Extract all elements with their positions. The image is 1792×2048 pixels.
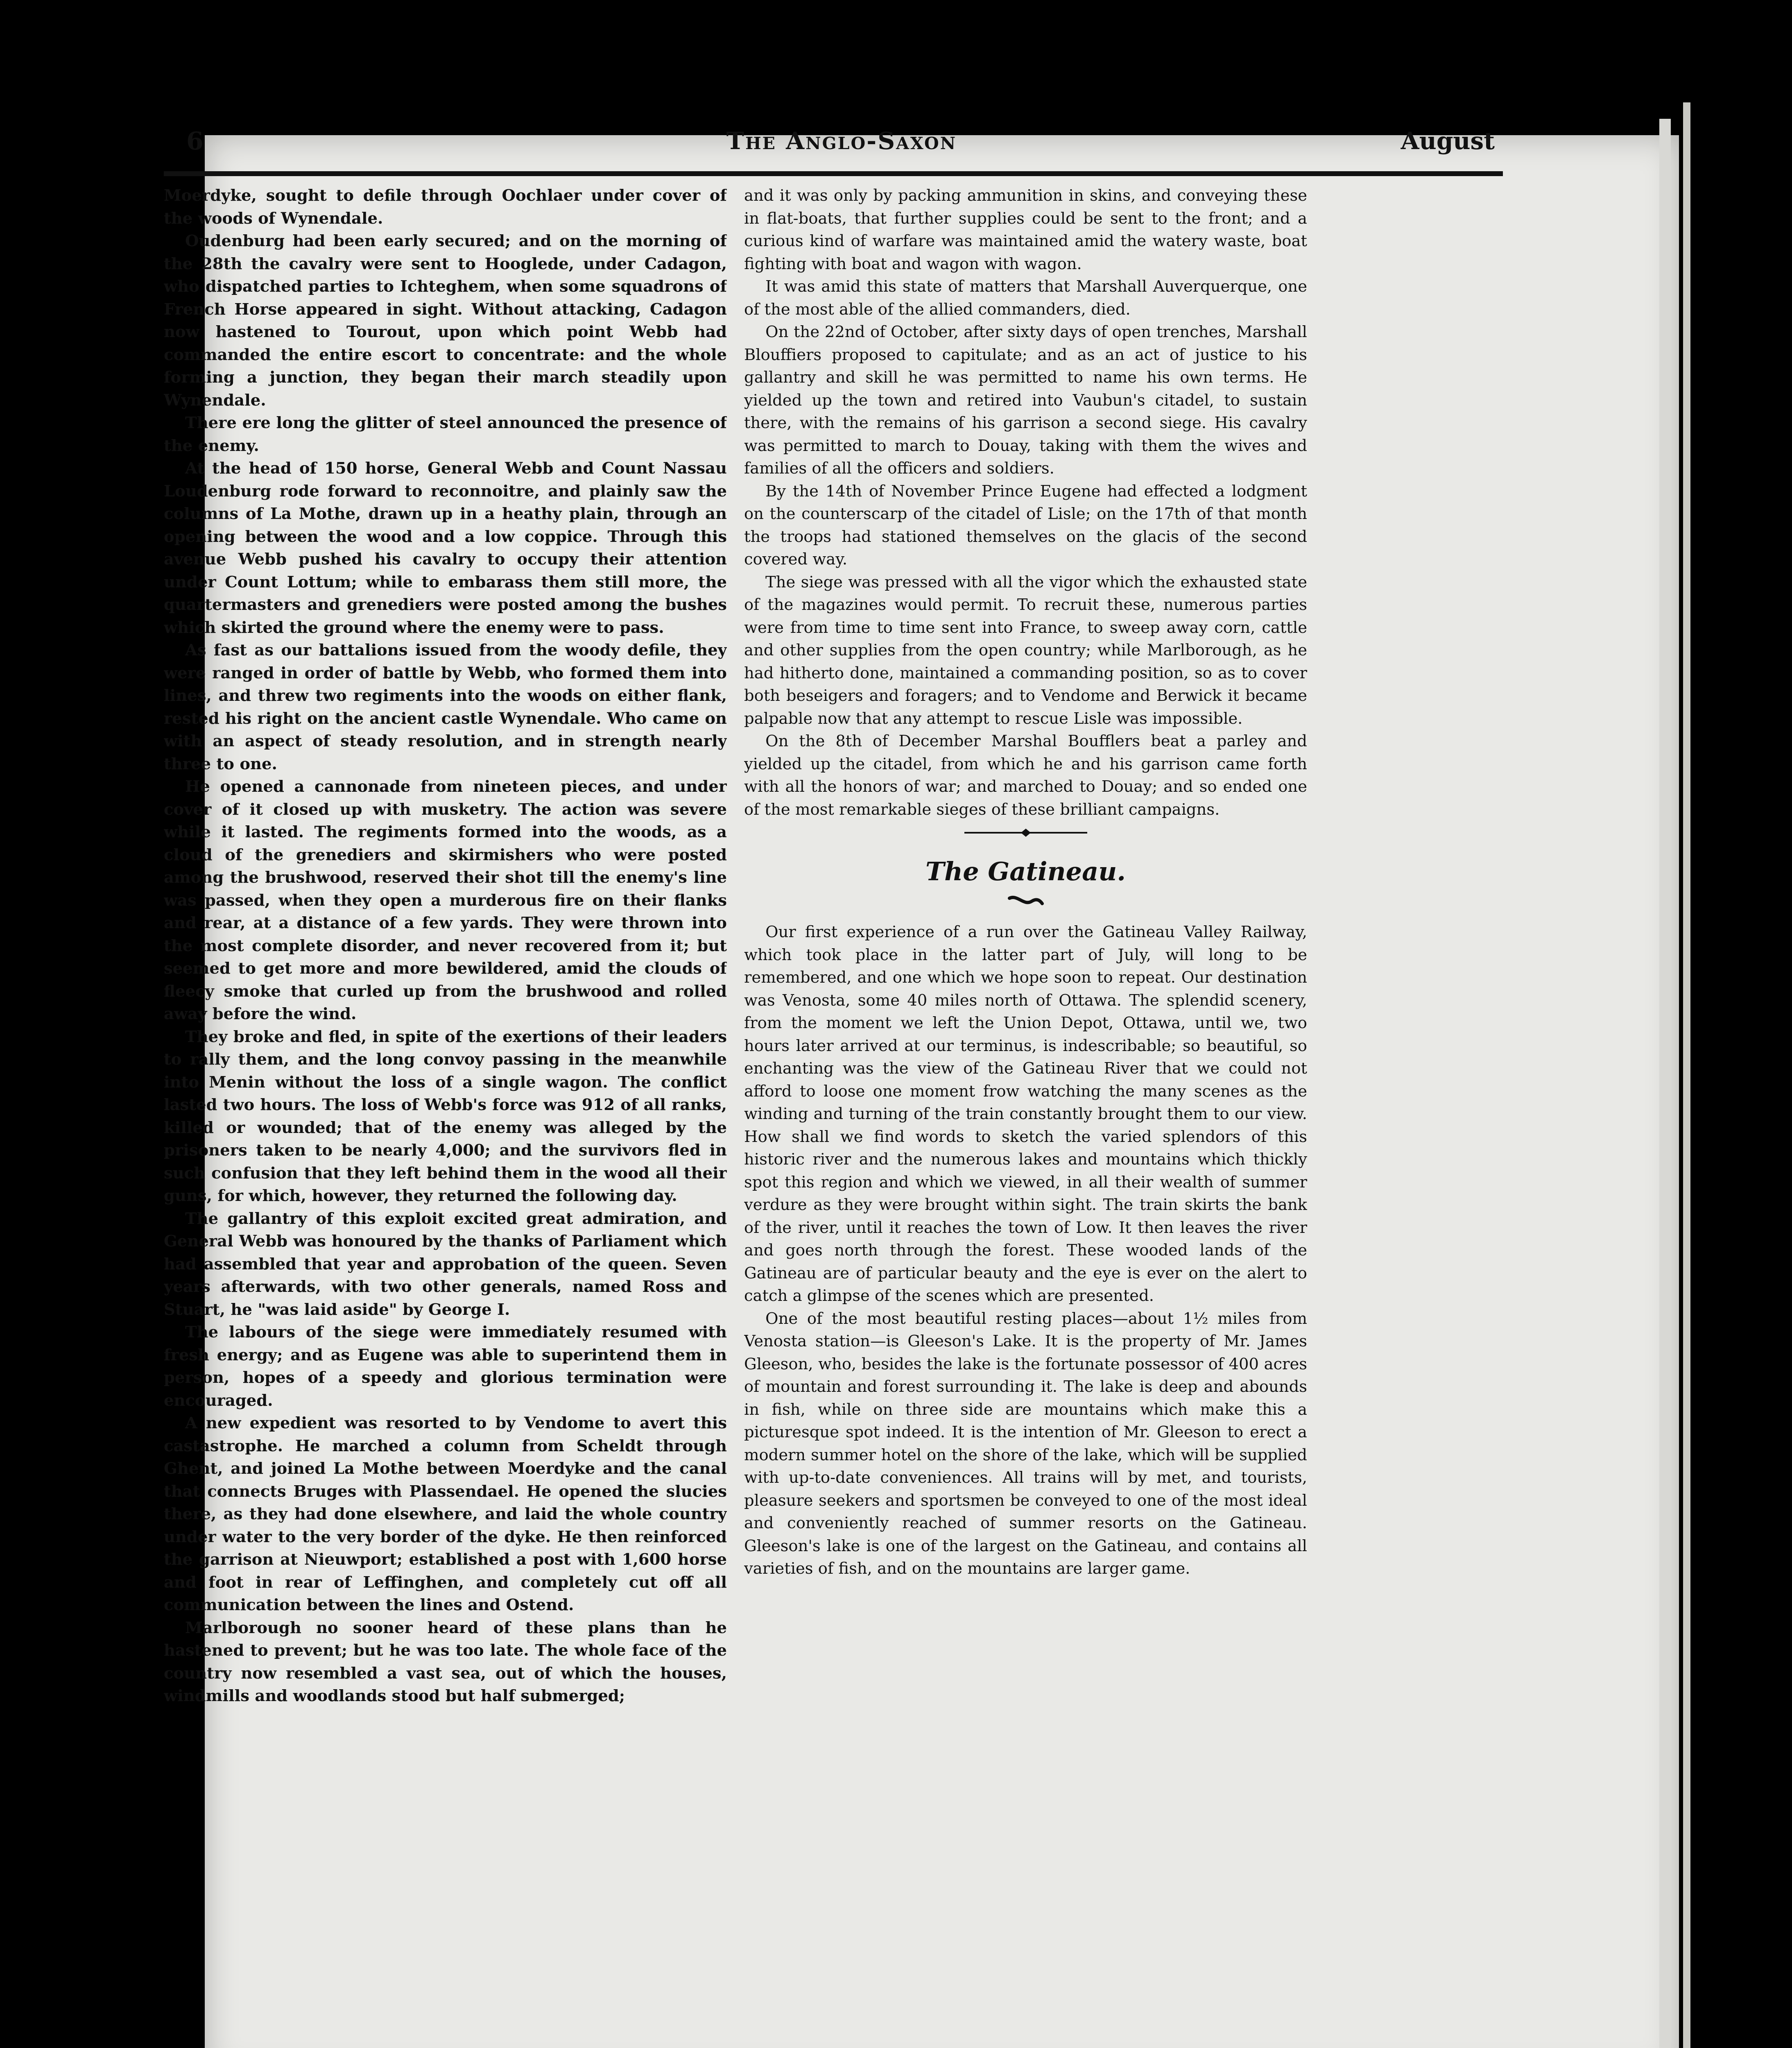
paragraph: On the 8th of December Marshal Boufflers beat a parley and yielded up the citadel, from which he and his garrison came forth with all the honors of war; and marched to Douay; and so ended one of the most remarkable sieges of these brilliant campaigns. <box>744 732 1307 819</box>
paragraph: As fast as our battalions issued from the woody defile, they were ranged in order of battle by Webb, who formed them into lines, and threw two regiments into the woods on either flank, rested his right on the ancient castle Wynendale. Who came on with an aspect of steady resolution, and in strength nearly three to one. <box>164 641 727 773</box>
paragraph: The labours of the siege were immediately resumed with fresh energy; and as Eugene was able to superintend them in person, hopes of a speedy and glorious termination were encouraged. <box>164 1323 727 1410</box>
binding-edge-outer <box>1683 102 1690 2048</box>
paragraph: and it was only by packing ammunition in skins, and conveying these in flat-boats, that further supplies could be sent to the front; and a curious kind of warfare was maintained amid the watery waste, boat fighting with boat and wagon with wagon. <box>744 186 1307 273</box>
paragraph: The siege was pressed with all the vigor which the exhausted state of the magazines would permit. To recruit these, numerous parties were from time to time sent into France, to sweep away corn, cattle and other supplies from the open country; while Marlborough, as he had hitherto done, maintained a commanding position, so as to cover both beseigers and foragers; and to Vendome and Berwick it became palpable now that any attempt to rescue Lisle was impossible. <box>744 573 1307 728</box>
paragraph: He opened a cannonade from nineteen pieces, and under cover of it closed up with musketry. The action was severe while it lasted. The regiments formed into the woods, as a cloud of the grenediers and skirmishers who were posted among the brushwood, reserved their shot till the enemy's line was passed, when they open a murderous fire on their flanks and rear, at a distance of a few yards. They were thrown into the most complete disorder, and never recovered from it; but seemed to get more and more bewildered, amid the clouds of fleecy smoke that curled up from the brushwood and rolled away before the wind. <box>164 777 727 1023</box>
page-number: 6 <box>186 127 204 156</box>
title-flourish-ornament <box>1007 892 1044 908</box>
paragraph: Marlborough no sooner heard of these plans than he hastened to prevent; but he was too late. The whole face of the country now resembled a vast sea, out of which the houses, windmills and woodlands stood but half submerged; <box>164 1618 727 1705</box>
article-paragraph: Our first experience of a run over the Gatineau Valley Railway, which took place in the latter part of July, will long to be remembered, and one which we hope soon to repeat. Our destination was Venosta, some 40 miles north of Ottawa. The splendid scenery, from the moment we left the Union Depot, Ottawa, until we, two hours later arrived at our terminus, is indescribable; so beautiful, so enchanting was the view of the Gatineau River that we could not afford to loose one moment frow watching the many scenes as the winding and turning of the train constantly brought them to our view. How shall we find words to sketch the varied splendors of this historic river and the numerous lakes and mountains which thickly spot this region and which we viewed, in all their wealth of summer verdure as they were brought within sight. The train skirts the bank of the river, until it reaches the town of Low. It then leaves the river and goes north through the forest. These wooded lands of the Gatineau are of particular beauty and the eye is ever on the alert to catch a glimpse of the scenes which are presented. <box>744 923 1307 1305</box>
paragraph: At the head of 150 horse, General Webb and Count Nassau Loudenburg rode forward to reconnoitre, and plainly saw the columns of La Mothe, drawn up in a heathy plain, through an opening between the wood and a low coppice. Through this avenue Webb pushed his cavalry to occupy their attention under Count Lottum; while to embarass them still more, the quartermasters and grenediers were posted among the bushes which skirted the ground where the enemy were to pass. <box>164 459 727 637</box>
article-paragraph: One of the most beautiful resting places—about 1½ miles from Venosta station—is Gleeson's Lake. It is the property of Mr. James Gleeson, who, besides the lake is the fortunate possessor of 400 acres of mountain and forest surrounding it. The lake is deep and abounds in fish, while on three side are mountains which make this a picturesque spot indeed. It is the intention of Mr. Gleeson to erect a modern summer hotel on the shore of the lake, which will be supplied with up-to-date conveniences. All trains will by met, and tourists, pleasure seekers and sportsmen be conveyed to one of the most ideal and conveniently reached of summer resorts on the Gatineau. Gleeson's lake is one of the largest on the Gatineau, and contains all varieties of fish, and on the mountains are larger game. <box>744 1309 1307 1578</box>
right-column <box>744 184 1307 1905</box>
article-title: The Gatineau. <box>925 856 1126 886</box>
paragraph: There ere long the glitter of steel announced the presence of the enemy. <box>164 414 727 455</box>
left-column <box>164 184 727 1905</box>
binding-edge <box>1659 119 1671 2048</box>
paragraph: The gallantry of this exploit excited great admiration, and General Webb was honoured by the thanks of Parliament which had assembled that year and approbation of the queen. Seven years afterwards, with two other generals, named Ross and Stuart, he "was laid aside" by George I. <box>164 1209 727 1319</box>
paragraph: On the 22nd of October, after sixty days of open trenches, Marshall Blouffiers proposed to capitulate; and as an act of justice to his gallantry and skill he was permitted to name his own terms. He yielded up the town and retired into Vaubun's citadel, to sustain there, with the remains of his garrison a second siege. His cavalry was permitted to march to Douay, taking with them the wives and families of all the officers and soldiers. <box>744 323 1307 478</box>
paragraph: By the 14th of November Prince Eugene had effected a lodgment on the counterscarp of the citadel of Lisle; on the 17th of that month the troops had stationed themselves on the glacis of the second covered way. <box>744 482 1307 569</box>
header-rule <box>164 171 1503 176</box>
issue-month: August <box>1401 127 1495 155</box>
paragraph: A new expedient was resorted to by Vendome to avert this castastrophe. He marched a column from Scheldt through Ghent, and joined La Mothe between Moerdyke and the canal that connects Bruges with Plassendael. He opened the slucies there, as they had done elsewhere, and laid the whole country under water to the very border of the dyke. He then reinforced the garrison at Nieuwport; established a post with 1,600 horse and foot in rear of Leffinghen, and completely cut off all communication between the lines and Ostend. <box>164 1414 727 1614</box>
running-title: The Anglo-Saxon <box>726 127 957 155</box>
paragraph: Moerdyke, sought to defile through Oochlaer under cover of the woods of Wynendale. <box>164 186 727 228</box>
paragraph: Oudenburg had been early secured; and on the morning of the 28th the cavalry were sent to Hooglede, under Cadagon, who dispatched parties to Ichteghem, when some squadrons of French Horse appeared in sight. Without attacking, Cadagon now hastened to Tourout, upon which point Webb had commanded the entire escort to concentrate: and the whole forming a junction, they began their march steadily upon Wynendale. <box>164 232 727 410</box>
page-header <box>186 127 1495 164</box>
paragraph: It was amid this state of matters that Marshall Auverquerque, one of the most able of the allied commanders, died. <box>744 277 1307 319</box>
paragraph: They broke and fled, in spite of the exertions of their leaders to rally them, and the long convoy passing in the meanwhile into Menin without the loss of a single wagon. The conflict lasted two hours. The loss of Webb's force was 912 of all ranks, killed or wounded; that of the enemy was alleged by the prisoners taken to be nearly 4,000; and the survivors fled in such confusion that they left behind them in the wood all their guns, for which, however, they returned the following day. <box>164 1027 727 1205</box>
section-divider-ornament <box>964 827 1087 839</box>
